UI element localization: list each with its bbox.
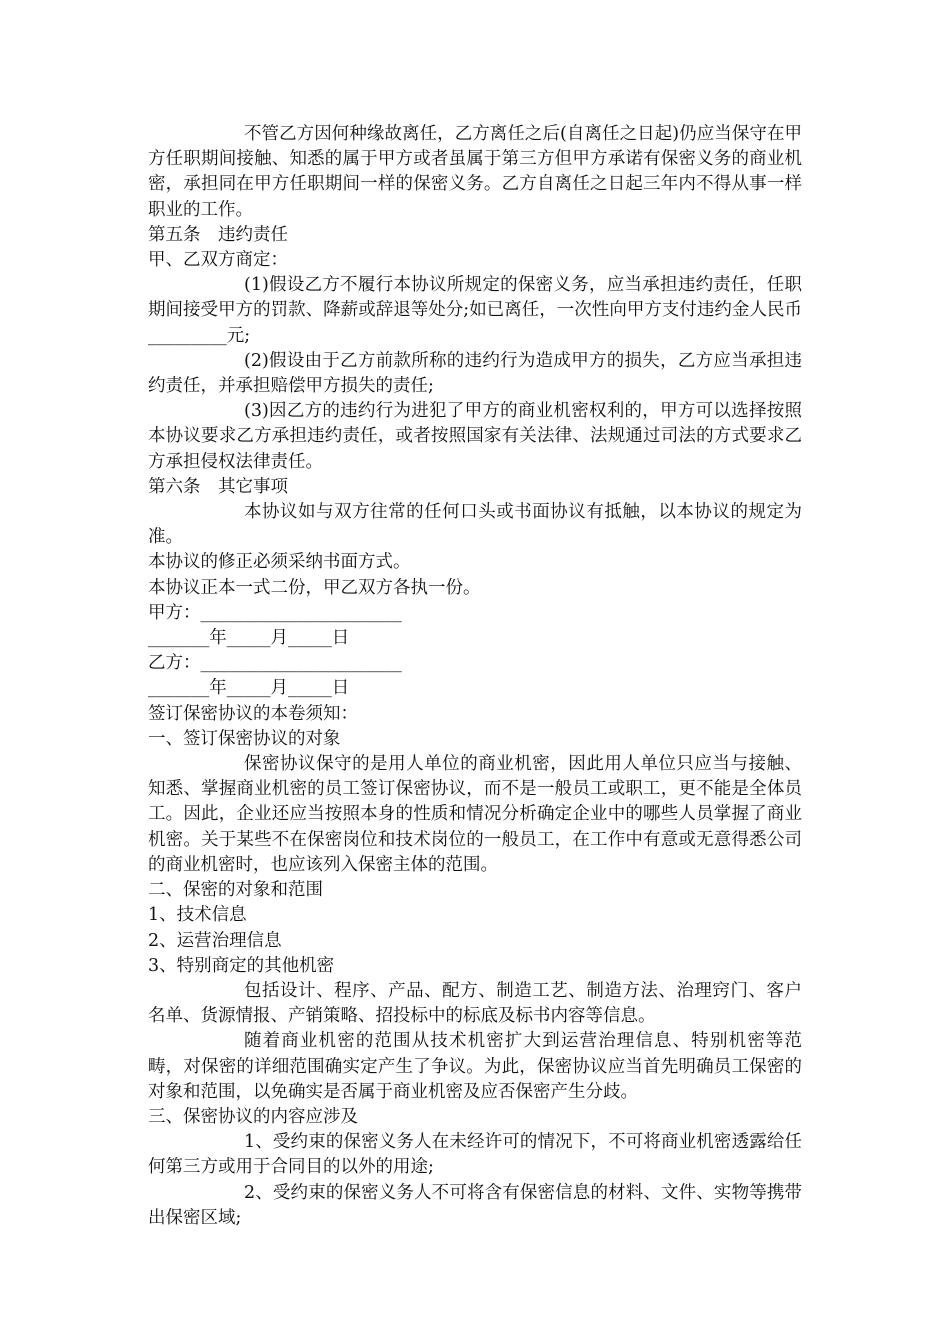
article-six-heading: 第六条 其它事项 xyxy=(148,476,288,497)
section-two-item-3: 3、特别商定的其他机密 xyxy=(148,955,335,976)
party-a-date-line: _______年_____月_____日 xyxy=(148,628,350,649)
section-one-body: 保密协议保守的是用人单位的商业机密，因此用人单位只应当与接触、知悉、掌握商业机密的员工签订保密协议，而不是一般员工或职工，更不能是全体员工。因此，企业还应当按照本身的性质和情况分析确定企业中的哪些人员掌握了商业机密。关于某些不在保密岗位和技术岗位的一般员工，在工作中有意或无意得悉公司的商业机密时，也应该列入保密主体的范围。 xyxy=(148,754,802,875)
section-three-item-1: 1、受约束的保密义务人在未经许可的情况下，不可将商业机密透露给任何第三方或用于合同目的以外的用途; xyxy=(148,1132,802,1178)
document-body xyxy=(148,122,802,1231)
paragraph-copies: 本协议正本一式二份，甲乙双方各执一份。 xyxy=(148,577,481,598)
paragraph-conflict-precedence: 本协议如与双方往常的任何口头或书面协议有抵触，以本协议的规定为准。 xyxy=(148,502,802,548)
section-two-heading: 二、保密的对象和范围 xyxy=(148,880,323,901)
section-two-scope-list: 包括设计、程序、产品、配方、制造工艺、制造方法、治理窍门、客户名单、货源情报、产销策略、招投标中的标底及标书内容等信息。 xyxy=(148,980,802,1027)
section-one-heading: 一、签订保密协议的对象 xyxy=(148,728,341,749)
section-two-item-2: 2、运营治理信息 xyxy=(148,930,282,951)
clause-3-infringement: (3)因乙方的违约行为进犯了甲方的商业机密权利的，甲方可以选择按照本协议要求乙方承担违约责任，或者按照国家有关法律、法规通过司法的方式要求乙方承担侵权法律责任。 xyxy=(148,401,802,472)
party-a-signature-line: 甲方：_______________________ xyxy=(148,602,402,623)
section-two-body: 随着商业机密的范围从技术机密扩大到运营治理信息、特别机密等范畴，对保密的详细范围确实定产生了争议。为此，保密协议应当首先明确员工保密的对象和范围，以免确实是否属于商业机密及应否保密产生分歧。 xyxy=(148,1031,802,1102)
section-three-heading: 三、保密协议的内容应涉及 xyxy=(148,1106,358,1127)
parties-agree-line: 甲、乙双方商定： xyxy=(148,250,288,271)
section-two-item-1: 1、技术信息 xyxy=(148,905,247,926)
article-five-heading: 第五条 违约责任 xyxy=(148,224,288,245)
party-b-date-line: _______年_____月_____日 xyxy=(148,678,350,699)
clause-1-breach-penalty: (1)假设乙方不履行本协议所规定的保密义务，应当承担违约责任，任职期间接受甲方的罚款、降薪或辞退等处分;如已离任，一次性向甲方支付违约金人民币_________元; xyxy=(148,275,802,346)
section-three-item-2: 2、受约束的保密义务人不可将含有保密信息的材料、文件、实物等携带出保密区域; xyxy=(148,1182,802,1228)
paragraph-resignation-confidentiality: 不管乙方因何种缘故离任，乙方离任之后(自离任之日起)仍应当保守在甲方任职期间接触、知悉的属于甲方或者虽属于第三方但甲方承诺有保密义务的商业机密，承担同在甲方任职期间一样的保密义务。乙方自离任之日起三年内不得从事一样职业的工作。 xyxy=(148,124,802,220)
clause-2-breach-compensation: (2)假设由于乙方前款所称的违约行为造成甲方的损失，乙方应当承担违约责任，并承担赔偿甲方损失的责任; xyxy=(148,350,802,397)
notes-heading: 签订保密协议的本卷须知： xyxy=(148,703,358,724)
party-b-signature-line: 乙方：_______________________ xyxy=(148,653,402,674)
paragraph-written-amendment: 本协议的修正必须采纳书面方式。 xyxy=(148,552,411,573)
